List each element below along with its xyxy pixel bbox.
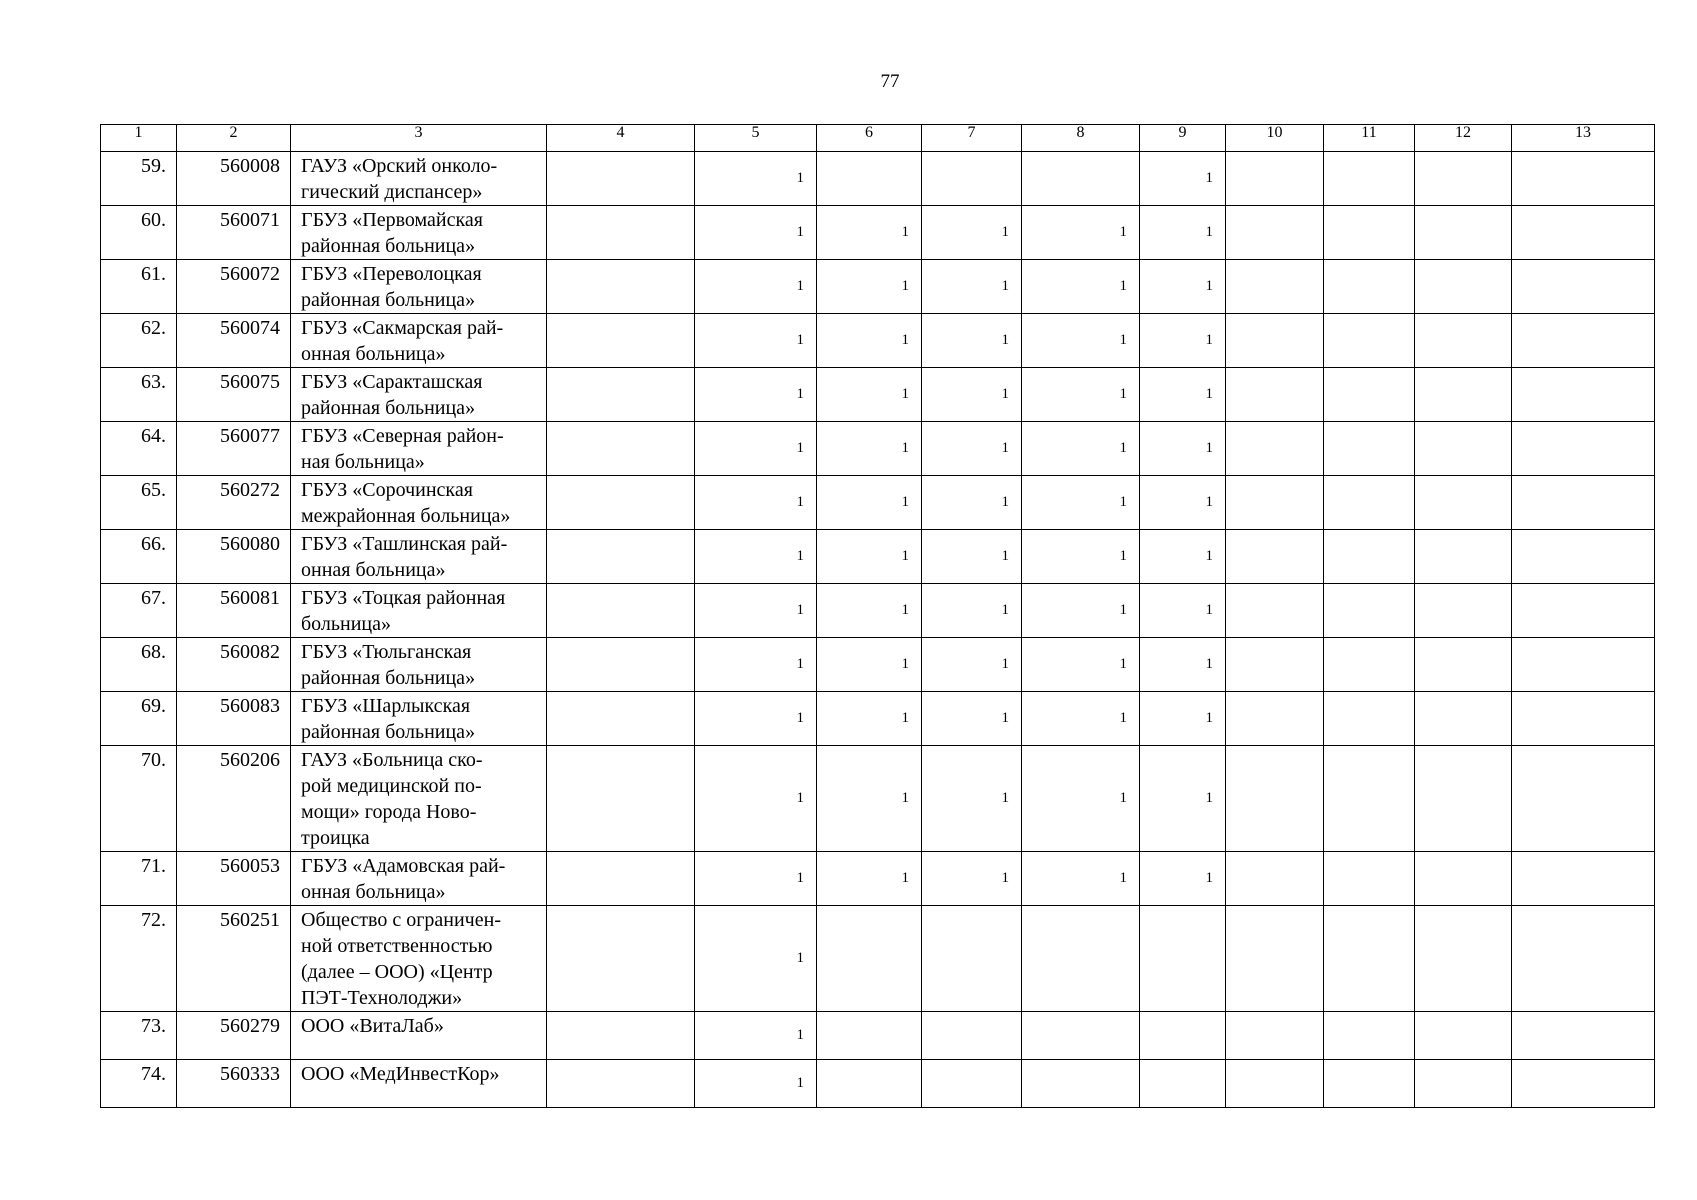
organization-name-line: троицка — [301, 827, 370, 849]
organization-name-line: ГБУЗ «Сорочинская — [301, 479, 473, 501]
organization-name-line: ГБУЗ «Ташлинская рай- — [301, 533, 508, 555]
value-cell-col-10 — [1226, 260, 1324, 314]
value-cell-col-8: 1 — [1022, 584, 1140, 638]
value-cell-col-6 — [817, 152, 922, 206]
value-cell-col-8 — [1022, 152, 1140, 206]
value-cell-col-13 — [1512, 314, 1655, 368]
value-cell-col-7 — [922, 906, 1022, 1012]
value-cell-col-9: 1 — [1140, 206, 1226, 260]
value-cell-col-7: 1 — [922, 314, 1022, 368]
table-header-row — [101, 125, 1655, 152]
value-cell-col-12 — [1415, 206, 1512, 260]
organization-code: 560077 — [177, 422, 291, 476]
column-header-13: 13 — [1512, 125, 1655, 152]
value-cell-col-12 — [1415, 260, 1512, 314]
organization-name-line: районная больница» — [301, 397, 476, 419]
value-cell-col-4 — [547, 746, 695, 852]
value-cell-col-4 — [547, 852, 695, 906]
organization-name-line: районная больница» — [301, 235, 476, 257]
value-cell-col-10 — [1226, 1012, 1324, 1060]
value-cell-col-11 — [1324, 476, 1415, 530]
table-row — [101, 422, 1655, 476]
row-number: 64. — [101, 422, 177, 476]
organization-name-line: ГБУЗ «Северная район- — [301, 425, 504, 447]
column-header-1: 1 — [101, 125, 177, 152]
value-cell-col-10 — [1226, 476, 1324, 530]
value-cell-col-9 — [1140, 1012, 1226, 1060]
value-cell-col-4 — [547, 906, 695, 1012]
organization-name-line: ГБУЗ «Адамовская рай- — [301, 855, 506, 877]
value-cell-col-4 — [547, 206, 695, 260]
organization-name-line: районная больница» — [301, 289, 476, 311]
organization-code: 560008 — [177, 152, 291, 206]
value-cell-col-7: 1 — [922, 260, 1022, 314]
organization-name — [291, 260, 547, 314]
organization-name — [291, 1012, 547, 1060]
organization-code: 560251 — [177, 906, 291, 1012]
value-cell-col-11 — [1324, 906, 1415, 1012]
value-cell-col-8: 1 — [1022, 530, 1140, 584]
column-header-4: 4 — [547, 125, 695, 152]
value-cell-col-8: 1 — [1022, 314, 1140, 368]
table-row — [101, 206, 1655, 260]
value-cell-col-13 — [1512, 530, 1655, 584]
organization-name — [291, 476, 547, 530]
value-cell-col-6 — [817, 1060, 922, 1108]
organization-name-line: (далее – ООО) «Центр — [301, 961, 493, 983]
value-cell-col-7: 1 — [922, 746, 1022, 852]
value-cell-col-13 — [1512, 368, 1655, 422]
value-cell-col-12 — [1415, 852, 1512, 906]
value-cell-col-13 — [1512, 1012, 1655, 1060]
value-cell-col-12 — [1415, 1060, 1512, 1108]
column-header-6: 6 — [817, 125, 922, 152]
value-cell-col-4 — [547, 152, 695, 206]
value-cell-col-4 — [547, 638, 695, 692]
value-cell-col-13 — [1512, 906, 1655, 1012]
organization-code: 560075 — [177, 368, 291, 422]
value-cell-col-5: 1 — [695, 1060, 817, 1108]
value-cell-col-4 — [547, 692, 695, 746]
organization-name — [291, 422, 547, 476]
value-cell-col-9 — [1140, 1060, 1226, 1108]
value-cell-col-9: 1 — [1140, 530, 1226, 584]
organization-name-line: рой медицинской по- — [301, 775, 482, 797]
value-cell-col-5: 1 — [695, 260, 817, 314]
organization-name-line: онная больница» — [301, 881, 446, 903]
organization-name-line: больница» — [301, 613, 391, 635]
value-cell-col-13 — [1512, 852, 1655, 906]
value-cell-col-9: 1 — [1140, 584, 1226, 638]
table-row — [101, 746, 1655, 852]
value-cell-col-10 — [1226, 314, 1324, 368]
organization-name — [291, 530, 547, 584]
register-table — [100, 124, 1655, 1108]
organization-code: 560080 — [177, 530, 291, 584]
row-number: 67. — [101, 584, 177, 638]
value-cell-col-4 — [547, 422, 695, 476]
organization-name-line: ГБУЗ «Первомайская — [301, 209, 483, 231]
value-cell-col-9: 1 — [1140, 852, 1226, 906]
value-cell-col-7: 1 — [922, 422, 1022, 476]
organization-name — [291, 314, 547, 368]
value-cell-col-6: 1 — [817, 314, 922, 368]
value-cell-col-12 — [1415, 476, 1512, 530]
value-cell-col-5: 1 — [695, 530, 817, 584]
value-cell-col-10 — [1226, 206, 1324, 260]
value-cell-col-6: 1 — [817, 476, 922, 530]
table-row — [101, 906, 1655, 1012]
value-cell-col-4 — [547, 476, 695, 530]
organization-code: 560206 — [177, 746, 291, 852]
value-cell-col-12 — [1415, 422, 1512, 476]
organization-name — [291, 638, 547, 692]
value-cell-col-8: 1 — [1022, 476, 1140, 530]
organization-name-line: районная больница» — [301, 667, 476, 689]
value-cell-col-10 — [1226, 638, 1324, 692]
value-cell-col-6: 1 — [817, 746, 922, 852]
value-cell-col-9: 1 — [1140, 692, 1226, 746]
organization-code: 560053 — [177, 852, 291, 906]
value-cell-col-6: 1 — [817, 852, 922, 906]
value-cell-col-10 — [1226, 584, 1324, 638]
value-cell-col-7: 1 — [922, 584, 1022, 638]
value-cell-col-11 — [1324, 638, 1415, 692]
value-cell-col-8 — [1022, 1012, 1140, 1060]
value-cell-col-11 — [1324, 530, 1415, 584]
value-cell-col-8: 1 — [1022, 692, 1140, 746]
organization-name-line: ГБУЗ «Сакмарская рай- — [301, 317, 504, 339]
value-cell-col-9: 1 — [1140, 260, 1226, 314]
column-header-5: 5 — [695, 125, 817, 152]
table-row — [101, 692, 1655, 746]
table-row — [101, 584, 1655, 638]
value-cell-col-10 — [1226, 692, 1324, 746]
organization-name-line: ГБУЗ «Шарлыкская — [301, 695, 471, 717]
organization-name-line: ГБУЗ «Тюльганская — [301, 641, 472, 663]
row-number: 60. — [101, 206, 177, 260]
organization-name — [291, 584, 547, 638]
organization-name-line: ПЭТ-Технолоджи» — [301, 987, 463, 1009]
value-cell-col-7 — [922, 1012, 1022, 1060]
organization-name — [291, 1060, 547, 1108]
value-cell-col-11 — [1324, 1012, 1415, 1060]
value-cell-col-12 — [1415, 638, 1512, 692]
row-number: 68. — [101, 638, 177, 692]
value-cell-col-12 — [1415, 152, 1512, 206]
value-cell-col-8: 1 — [1022, 638, 1140, 692]
row-number: 62. — [101, 314, 177, 368]
row-number: 63. — [101, 368, 177, 422]
value-cell-col-5: 1 — [695, 746, 817, 852]
value-cell-col-13 — [1512, 476, 1655, 530]
table-row — [101, 314, 1655, 368]
value-cell-col-8: 1 — [1022, 368, 1140, 422]
organization-name — [291, 852, 547, 906]
value-cell-col-7: 1 — [922, 206, 1022, 260]
value-cell-col-11 — [1324, 746, 1415, 852]
organization-code: 560272 — [177, 476, 291, 530]
value-cell-col-10 — [1226, 1060, 1324, 1108]
value-cell-col-5: 1 — [695, 1012, 817, 1060]
value-cell-col-13 — [1512, 152, 1655, 206]
value-cell-col-8: 1 — [1022, 422, 1140, 476]
value-cell-col-7 — [922, 152, 1022, 206]
value-cell-col-5: 1 — [695, 584, 817, 638]
table-row — [101, 368, 1655, 422]
organization-name — [291, 692, 547, 746]
value-cell-col-12 — [1415, 746, 1512, 852]
organization-name-line: мощи» города Ново- — [301, 801, 477, 823]
value-cell-col-12 — [1415, 584, 1512, 638]
value-cell-col-6: 1 — [817, 692, 922, 746]
organization-name-line: ГАУЗ «Больница ско- — [301, 749, 483, 771]
column-header-11: 11 — [1324, 125, 1415, 152]
value-cell-col-13 — [1512, 638, 1655, 692]
organization-name-line: межрайонная больница» — [301, 505, 511, 527]
column-header-9: 9 — [1140, 125, 1226, 152]
value-cell-col-8: 1 — [1022, 260, 1140, 314]
organization-name-line: гический диспансер» — [301, 181, 483, 203]
value-cell-col-7 — [922, 1060, 1022, 1108]
value-cell-col-6: 1 — [817, 206, 922, 260]
organization-name-line: ГБУЗ «Тоцкая районная — [301, 587, 506, 609]
page-number: 77 — [880, 71, 900, 92]
organization-code: 560081 — [177, 584, 291, 638]
value-cell-col-11 — [1324, 584, 1415, 638]
table-row — [101, 1060, 1655, 1108]
value-cell-col-8: 1 — [1022, 206, 1140, 260]
value-cell-col-4 — [547, 1012, 695, 1060]
value-cell-col-7: 1 — [922, 852, 1022, 906]
value-cell-col-9: 1 — [1140, 368, 1226, 422]
value-cell-col-11 — [1324, 422, 1415, 476]
value-cell-col-7: 1 — [922, 638, 1022, 692]
row-number: 70. — [101, 746, 177, 852]
column-header-10: 10 — [1226, 125, 1324, 152]
column-header-12: 12 — [1415, 125, 1512, 152]
organization-code: 560072 — [177, 260, 291, 314]
value-cell-col-5: 1 — [695, 852, 817, 906]
value-cell-col-11 — [1324, 368, 1415, 422]
value-cell-col-9: 1 — [1140, 314, 1226, 368]
value-cell-col-7: 1 — [922, 530, 1022, 584]
value-cell-col-10 — [1226, 530, 1324, 584]
value-cell-col-6 — [817, 906, 922, 1012]
value-cell-col-4 — [547, 314, 695, 368]
value-cell-col-8: 1 — [1022, 852, 1140, 906]
value-cell-col-6 — [817, 1012, 922, 1060]
table-row — [101, 152, 1655, 206]
column-header-8: 8 — [1022, 125, 1140, 152]
value-cell-col-6: 1 — [817, 368, 922, 422]
value-cell-col-10 — [1226, 746, 1324, 852]
value-cell-col-11 — [1324, 260, 1415, 314]
table-row — [101, 260, 1655, 314]
organization-name-line: онная больница» — [301, 343, 446, 365]
organization-name-line: онная больница» — [301, 559, 446, 581]
value-cell-col-9: 1 — [1140, 422, 1226, 476]
row-number: 69. — [101, 692, 177, 746]
value-cell-col-8 — [1022, 1060, 1140, 1108]
value-cell-col-5: 1 — [695, 638, 817, 692]
table-row — [101, 476, 1655, 530]
value-cell-col-7: 1 — [922, 476, 1022, 530]
organization-name — [291, 906, 547, 1012]
value-cell-col-9 — [1140, 906, 1226, 1012]
value-cell-col-5: 1 — [695, 368, 817, 422]
value-cell-col-11 — [1324, 152, 1415, 206]
organization-name — [291, 206, 547, 260]
value-cell-col-11 — [1324, 692, 1415, 746]
table-row — [101, 852, 1655, 906]
row-number: 61. — [101, 260, 177, 314]
organization-code: 560082 — [177, 638, 291, 692]
value-cell-col-4 — [547, 584, 695, 638]
organization-name-line: ГБУЗ «Саракташская — [301, 371, 483, 393]
organization-name-line: ная больница» — [301, 451, 425, 473]
organization-name-line: ООО «ВитаЛаб» — [301, 1015, 444, 1037]
organization-code: 560333 — [177, 1060, 291, 1108]
value-cell-col-11 — [1324, 1060, 1415, 1108]
value-cell-col-4 — [547, 1060, 695, 1108]
value-cell-col-6: 1 — [817, 530, 922, 584]
value-cell-col-12 — [1415, 692, 1512, 746]
value-cell-col-6: 1 — [817, 422, 922, 476]
value-cell-col-6: 1 — [817, 260, 922, 314]
organization-name-line: районная больница» — [301, 721, 476, 743]
value-cell-col-13 — [1512, 422, 1655, 476]
value-cell-col-10 — [1226, 852, 1324, 906]
value-cell-col-13 — [1512, 746, 1655, 852]
value-cell-col-5: 1 — [695, 476, 817, 530]
value-cell-col-13 — [1512, 260, 1655, 314]
organization-name-line: Общество с ограничен- — [301, 909, 501, 931]
row-number: 65. — [101, 476, 177, 530]
table-row — [101, 638, 1655, 692]
value-cell-col-4 — [547, 368, 695, 422]
value-cell-col-9: 1 — [1140, 152, 1226, 206]
value-cell-col-9: 1 — [1140, 638, 1226, 692]
value-cell-col-8 — [1022, 906, 1140, 1012]
column-header-2: 2 — [177, 125, 291, 152]
row-number: 72. — [101, 906, 177, 1012]
organization-name — [291, 746, 547, 852]
value-cell-col-6: 1 — [817, 584, 922, 638]
value-cell-col-10 — [1226, 368, 1324, 422]
organization-name-line: ООО «МедИнвестКор» — [301, 1063, 500, 1085]
row-number: 71. — [101, 852, 177, 906]
organization-name — [291, 152, 547, 206]
table-row — [101, 530, 1655, 584]
value-cell-col-7: 1 — [922, 692, 1022, 746]
organization-name — [291, 368, 547, 422]
organization-code: 560279 — [177, 1012, 291, 1060]
column-header-7: 7 — [922, 125, 1022, 152]
organization-name-line: ГБУЗ «Переволоцкая — [301, 263, 482, 285]
value-cell-col-10 — [1226, 422, 1324, 476]
value-cell-col-13 — [1512, 1060, 1655, 1108]
column-header-3: 3 — [291, 125, 547, 152]
table-row — [101, 1012, 1655, 1060]
value-cell-col-5: 1 — [695, 314, 817, 368]
value-cell-col-10 — [1226, 152, 1324, 206]
row-number: 74. — [101, 1060, 177, 1108]
value-cell-col-11 — [1324, 206, 1415, 260]
value-cell-col-13 — [1512, 206, 1655, 260]
value-cell-col-9: 1 — [1140, 476, 1226, 530]
organization-name-line: ной ответственностью — [301, 935, 493, 957]
row-number: 73. — [101, 1012, 177, 1060]
value-cell-col-5: 1 — [695, 422, 817, 476]
row-number: 66. — [101, 530, 177, 584]
value-cell-col-7: 1 — [922, 368, 1022, 422]
value-cell-col-13 — [1512, 584, 1655, 638]
value-cell-col-10 — [1226, 906, 1324, 1012]
organization-code: 560083 — [177, 692, 291, 746]
value-cell-col-8: 1 — [1022, 746, 1140, 852]
value-cell-col-12 — [1415, 530, 1512, 584]
organization-code: 560071 — [177, 206, 291, 260]
value-cell-col-12 — [1415, 906, 1512, 1012]
row-number: 59. — [101, 152, 177, 206]
value-cell-col-12 — [1415, 314, 1512, 368]
value-cell-col-5: 1 — [695, 206, 817, 260]
value-cell-col-4 — [547, 530, 695, 584]
value-cell-col-5: 1 — [695, 152, 817, 206]
organization-code: 560074 — [177, 314, 291, 368]
value-cell-col-9: 1 — [1140, 746, 1226, 852]
value-cell-col-11 — [1324, 314, 1415, 368]
value-cell-col-5: 1 — [695, 906, 817, 1012]
value-cell-col-12 — [1415, 368, 1512, 422]
value-cell-col-12 — [1415, 1012, 1512, 1060]
value-cell-col-11 — [1324, 852, 1415, 906]
value-cell-col-6: 1 — [817, 638, 922, 692]
value-cell-col-4 — [547, 260, 695, 314]
organization-name-line: ГАУЗ «Орский онколо- — [301, 155, 498, 177]
value-cell-col-5: 1 — [695, 692, 817, 746]
value-cell-col-13 — [1512, 692, 1655, 746]
